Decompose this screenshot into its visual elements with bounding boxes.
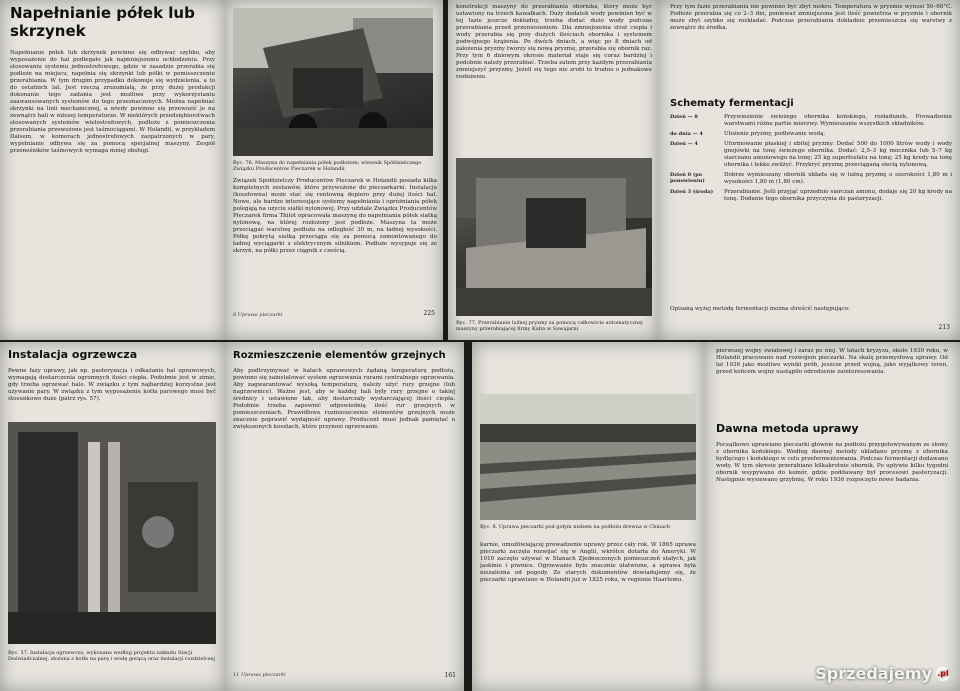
- schedule-day-text: Przerabianie. Jeśli przyjąć uprzednio siarczan amonu, dodaje się 20 kg kredy na tonę. Dodanie tego obornika przyczynia do pasteryzacji.: [724, 189, 952, 202]
- note-text: Opisaną wyżej metodę fermentacji można streścić następująco:: [670, 306, 850, 312]
- page-number: 225: [423, 310, 435, 317]
- body-text: Początkowo uprawiano pieczarki głównie na podłożu przygotowywanym ze słomy z obornika końskiego. Według dawnej metody układano pryzmę z obornika bydlęcego i końskiego w celu przefermentowania. Podczas fermentacji dodawano wody. W tym okresie przerabiano kilkakrotnie obornik. Po upływie kilku tygodni obornik wsypywano do komór, gdzie poddawany był procesowi pasteryzacji. Następnie wysiewano grzybnię. W roku 1936 rozpoczęto nowe badania.: [716, 442, 948, 483]
- watermark-logo: [815, 664, 950, 683]
- schedule-day-text: Dobrze wymieszany obornik układa się w luźną pryzmę o szerokości 1,80 m i wysokości 1,80 m (1,80 cm).: [724, 172, 952, 185]
- schedule-day-label: do dnia — 4: [670, 131, 703, 137]
- schedule-day-text: Uformowanie płaskiej i ubitej pryzmy. Dodać 500 do 1000 litrów wody i wody gnojówki na tonę świeżego obornika. Dodać: 2,5–3 kg mocznika lub 5–7 kg siarczanu amonowego na tonę; 25 kg superfosfatu na tonę; 25 kg kredy na tonę obornika i lekko zwilżyć. Przykryć pryzmę przeciąganą siecią nylonową.: [724, 141, 952, 168]
- schedule-day-label: Dzień 0 (po ponowieniu): [670, 172, 705, 184]
- boiler-installation-photo: [8, 422, 216, 644]
- body-text: karnie, umożliwiającej prowadzenie uprawy przez cały rok. W 1865 uprawa pieczarki zaczęła rozwijać się w Anglii, wkrótce dotarła do Ameryki. W 1910 zaczęto używać w Stanach Zjednoczonych pomieszczeń stałych, jak jaskinie i piwnice. Ogrzewanie było znacznie ułatwione, a uprawa była niezależna od pogody. Ze starych dokumentów dowiadujemy się, że pieczarki uprawiano w Holandii już w 1825 roku, w regionie Haarlemu.: [480, 542, 696, 583]
- book-page-7: [472, 342, 704, 691]
- page-title: Napełnianie półek lub skrzynek: [10, 4, 195, 40]
- schedule-row: [670, 114, 952, 128]
- page-title: Instalacja ogrzewcza: [8, 348, 138, 361]
- body-text: Pewne fazy uprawy, jak np. pasteryzacja i odkażanie hal uprawowych, wymagają dostarczenia ogromnych ilości ciepła. Podobnie jest w zimie, gdy trzeba ogrzewać hale. W związku z tym najbardziej korzystne jest używanie pary. W związku z tym wyposażenie kotła parowego musi być stosunkowo duże (patrz rys. 57).: [8, 368, 216, 402]
- book-page-6: [225, 342, 464, 691]
- book-page-5: [0, 342, 225, 691]
- schedule-row: [670, 141, 952, 169]
- section-heading: Schematy fermentacji: [670, 98, 794, 109]
- page-footer: 8 Uprawa pieczarki: [233, 312, 283, 318]
- figure-caption: Ryc. 77. Przerabianie luźnej pryzmy za pomocą całkowicie automatycznej maszyny przerabiającej firmy Kuhn w Sawajarni: [456, 320, 643, 332]
- schedule-row: [670, 131, 952, 138]
- schedule-row: [670, 172, 952, 186]
- outdoor-cultivation-photo: [480, 394, 696, 520]
- schedule-day-label: Dzień — 4: [670, 141, 698, 147]
- schedule-day-label: Dzień 3 (środa): [670, 189, 714, 195]
- schedule-day-text: Ułożenie pryzmy, podlewanie wodą.: [724, 131, 826, 137]
- page-title: Rozmieszczenie elementów grzejnych: [233, 350, 446, 361]
- body-text: Aby podtrzymywać w halach uprawowych żądaną temperaturę podłoża, powinno się zainstalować system ogrzewania rurami centralnego ogrzewania. Aby zagwarantować wysoką temperaturę, należy użyć rury grzejne (lub nagrzewnice). Ważne jest, aby w każdej hali były rury grzejne o takiej średnicy i ustawione tak, aby dostarczały wystarczającej ilości ciepła. Podobnie trzeba zapewnić odpowiednią ilość rur grzejnych w pomieszczeniach. Prawidłowe rozmieszczenie elementów grzejnych może znacznie poprawić wydajność uprawy. Producent musi jednak pamiętać o zwiększonych kosztach, które przynosi ogrzewanie.: [233, 368, 455, 430]
- page-footer: 11 Uprawa pieczarki: [233, 672, 286, 678]
- book-page-3: [448, 0, 658, 340]
- body-text: konstrukcji maszyny do przerabiania obornika, który może być ustawiony na trzech kawałkach. Duży dodatek wody powinien być w tej fazie jeszcze dokładny, trzeba dodać dużo wody podczas przerabiania przed przeniesieniem. Dla zmniejszenia strat ciepła i wody przerabia się przy dużych ilościach obornika i systemem podwójnego krążenia. Po dwóch dniach, a więc po 8 dniach od założenia pryzmy tworzy się nową pryzmę, przerabia się obornik raz. Przy tym 6 dniowym okresie materiał staje się coraz bardziej i podobnie należy przerabiać. Trzeba zatem przy każdym przerabianiu zmniejszyć przyzmy. Jeżeli się tego nie zrobi to trudno o jednakowe rozłożenie.: [456, 4, 652, 80]
- section-heading: Dawna metoda uprawy: [716, 422, 859, 435]
- body-text: Przy tym fazie przerabiania nie powinno być zbyt mokro. Temperatura w pryzmie wynosi 50–60°C. Podłoże przerabia się co 2–3 dni, ponieważ zmniejszona jest ilość powietrza w pryzmie i obornik może zbyt szybko się rozkładać. Podczas przerabiania dokładnie przemieszcza się warstwy z zewnątrz do środka.: [670, 4, 952, 31]
- schedule-row: [670, 189, 952, 203]
- schedule-day-label: Dzień — 8: [670, 114, 698, 120]
- page-number: 161: [444, 672, 456, 679]
- book-page-8: [704, 342, 960, 691]
- figure-caption: Ryc. 8. Uprawa pieczarki pod gołym niebem na podłożu drewna w Chinach: [480, 524, 671, 530]
- page-number: 213: [938, 324, 950, 331]
- book-page-1: [0, 0, 225, 340]
- turning-machine-photo: [456, 158, 652, 316]
- watermark-badge: .pl: [936, 667, 950, 681]
- book-page-2: [225, 0, 443, 340]
- body-text: Napełnianie półek lub skrzynek powinno się odbywać szybko, aby wyposażenie do hal podlegało jak najmniejszemu ochłodzeniu. Przy stosowaniu systemu jednostrefowego, gdzie w zasadzie przerabia się podłoże na miejscu, napełnia się skrzynki lub półki w pomieszczeniu przerabiania. W tym drugim przypadku dokonuje się wydzielenia, a to do ostatnich lat. Jest rzeczą zrozumiałą, że przy dużej produkcji dokonanie tego zadania jest możliwe przy wykorzystaniu zaawansowanych systemów do tego przeznaczonych. Można napełniać skrzynki na linii mechanicznej, a wtedy powinno się przewozić je na zewnątrz hali w niższej temperaturze. W niektórych przedsiębiorstwach stosowanych systemów wielostrefowych, podłoże z pomieszczenia przerabiania przewożone jest taśmociągami. W Holandii, w przykładem Dalsem, w komorach jednostrefowych zaopatrzonych w pary, wypełnianie odbywa się za pomocą specjalnej maszyny. Zespół przenośników taśmowych wymaga mniej obsługi.: [10, 50, 215, 154]
- book-page-4: [658, 0, 960, 340]
- watermark-text: Sprzedajemy: [815, 664, 932, 683]
- body-text: pierwszej wojny światowej i zaraz po niej. W latach kryzysu, około 1930 roku, w Holandii pracowano nad rozwojem pieczarki. Na skalę przemysłową uprawy. Od lat 1936 jako możliwe wyniki prób, jeszcze przed wojną, jako wyjątkowy teren, przed końcem wojny nastąpiło odrodzenie zainteresowania.: [716, 348, 948, 375]
- figure-caption: Ryc. 57. Instalacja ogrzewcza, wykonana według projektu zakładu Stacji Doświadczalnej, złożona z kotła na parę i wodę gorącą oraz instalacji rozdzielczej: [8, 650, 215, 662]
- figure-caption: Ryc. 76. Maszyna do napełniania półek podłożem; wlewnik Spółdzielczego Związku Producentów Pieczarek w Holandii: [233, 160, 422, 172]
- body-text: Związek Spółdzielczy Producentów Pieczarek w Holandii posiada kilka kompletnych zestawów, które przywożone do pieczarkarni. Instalacja (kosztowna) może stać się rentowną dopiero przy dużej ilości hal. Nowe, ale bardzo interesujące systemy napełniania i opróżniania półek polegają na użyciu siatki nylonowej. Przy udziale Związku Producentów Pieczarek firma Thilot opracowała maszynę do napełniania półek siatką nylonową, na której rozłożony jest podłoże. Maszyna ta może przeciągać warstwę podłoża na odległość 30 m, na ładnej wysokości. Półkę pokrytą siatką przeciąga się za pomocą zamontowanego do ładnej wyciągarki z elektrycznym silnikiem. Podłoże wysypuje się ze skrzyń, na półki przez ciągnik z cześcią.: [233, 178, 437, 254]
- fermentation-schedule: [670, 114, 952, 304]
- machine-photo: [233, 8, 433, 156]
- schedule-day-text: Przywiezienie świeżego obornika końskiego, rozładunek. Prowadzenie warstwami różne partie mierzwy. Wymieszanie wszystkich składników.: [724, 114, 952, 127]
